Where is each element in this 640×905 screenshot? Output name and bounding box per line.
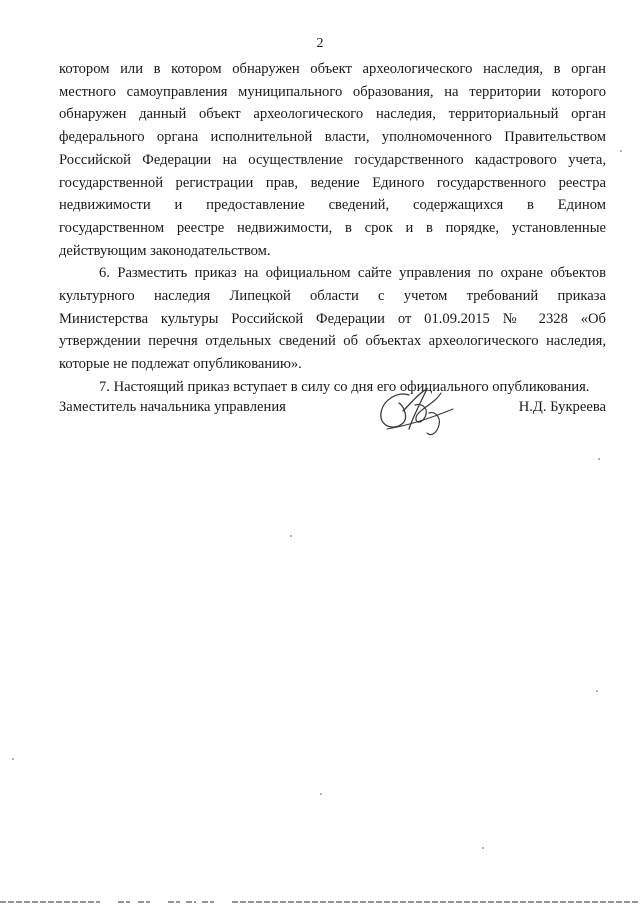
signature-block [59, 391, 606, 441]
paragraph-line: Российской Федерации на осуществление государственного кадастрового учета, [59, 151, 606, 168]
signer-position: Заместитель начальника управления [59, 399, 286, 415]
paragraph-line: утверждении перечня отдельных сведений об объектах археологического наследия, [59, 333, 606, 350]
paragraph-line: обнаружен данный объект археологического наследия, территориальный орган [59, 106, 606, 123]
scan-speck [290, 535, 292, 537]
scan-edge-line [0, 898, 640, 905]
document-body [59, 58, 606, 399]
page-number: 2 [316, 36, 324, 51]
scan-speck [482, 847, 484, 849]
paragraph-line: культурного наследия Липецкой области с учетом требований приказа [59, 288, 606, 305]
paragraph-line: государственной регистрации прав, ведение Единого государственного реестра [59, 174, 606, 191]
scan-speck [598, 458, 600, 460]
paragraph-line: недвижимости и предоставление сведений, содержащихся в Едином [59, 197, 606, 214]
paragraph-line: федерального органа исполнительной власти, уполномоченного Правительством [59, 129, 606, 146]
paragraph-line: 6. Разместить приказ на официальном сайте управления по охране объектов [99, 265, 606, 282]
paragraph-line: действующим законодательством. [59, 242, 271, 259]
handwritten-signature [369, 383, 461, 439]
scan-speck [596, 690, 598, 692]
signer-name: Н.Д. Букреева [518, 399, 606, 415]
paragraph-line: которые не подлежат опубликованию». [59, 356, 302, 373]
paragraph-line: 7. Настоящий приказ вступает в силу со дня его официального опубликования. [99, 378, 590, 395]
paragraph-line: государственном реестре недвижимости, в срок и в порядке, установленные [59, 219, 606, 236]
paragraph-line: Министерства культуры Российской Федерации от 01.09.2015 № 2328 «Об [59, 310, 606, 327]
scan-speck [12, 758, 14, 760]
scan-speck [620, 150, 622, 152]
paragraph-line: котором или в котором обнаружен объект археологического наследия, в орган [59, 61, 606, 77]
scan-speck [320, 793, 322, 795]
paragraph-line: местного самоуправления муниципального образования, на территории которого [59, 83, 606, 100]
